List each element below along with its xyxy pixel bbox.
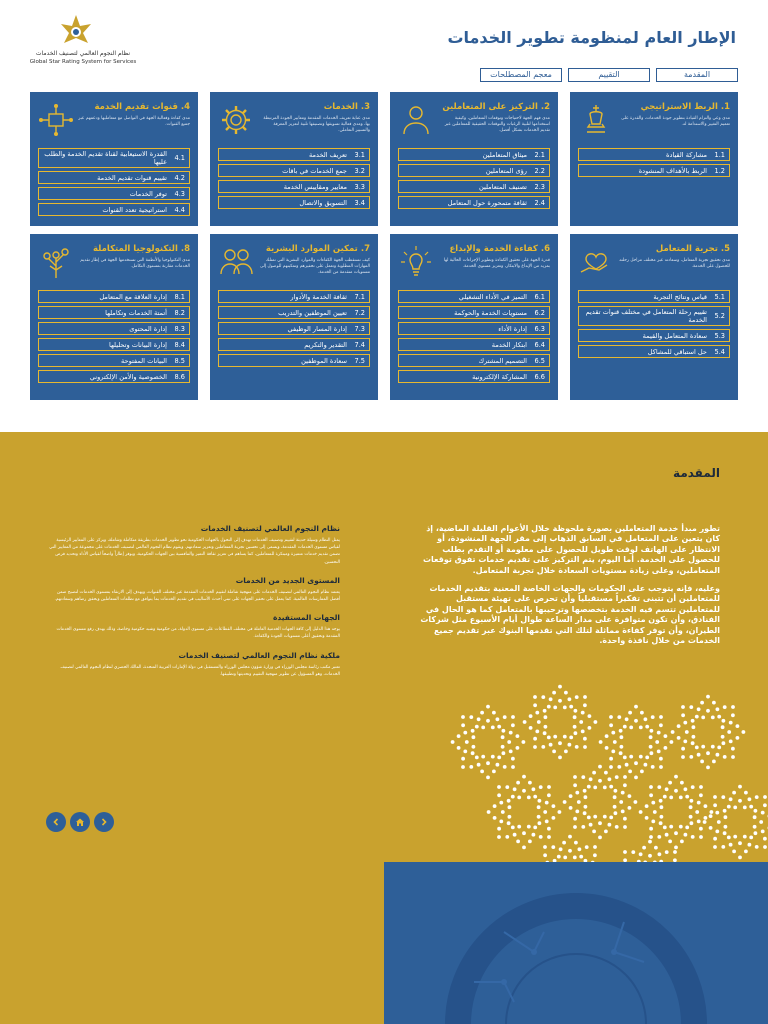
- criteria-item[interactable]: [218, 164, 370, 177]
- criteria-item[interactable]: [38, 322, 190, 335]
- card-header: [38, 242, 190, 284]
- criteria-number: 4.2: [174, 173, 185, 182]
- criteria-label: مستويات الخدمة والحوكمة: [454, 308, 527, 317]
- criteria-item[interactable]: [398, 322, 550, 335]
- tech-tree-icon: [38, 244, 74, 280]
- header: [0, 0, 768, 92]
- criteria-item[interactable]: [38, 290, 190, 303]
- criteria-label: جمع الخدمات في باقات: [282, 166, 347, 175]
- card-title: 7. تمكين الموارد البشرية: [265, 244, 370, 254]
- intro-title: المقدمة: [673, 466, 720, 480]
- criteria-number: 8.1: [174, 292, 185, 301]
- card-header: [38, 100, 190, 142]
- section-title: نظام النجوم العالمي لتصنيف الخدمات: [200, 524, 340, 533]
- card-description: قدرة الجهة على تحقيق الكفاءة وتطوير الإجراءات الحالية لها بمزيد من الإبداع والابتكار، وتعزيز مستوى الخدمة.: [443, 258, 550, 269]
- criteria-item[interactable]: [398, 370, 550, 383]
- section-text: تعتبر مكتب رئاسة مجلس الوزراء في وزارة شؤون مجلس الوزراء والمستقبل في دولة الإمارات العربية المتحدة، المالك الحصري لنظام النجوم العالمي لتصنيف الخدمات، وهو المسؤول عن تطوير منهجية التقييم وتحديثها وتطبيقها.: [60, 664, 340, 677]
- criteria-item[interactable]: [218, 322, 370, 335]
- criteria-item[interactable]: [218, 290, 370, 303]
- card-item-list: [398, 290, 550, 383]
- section-title: الجهات المستفيدة: [272, 613, 340, 623]
- criteria-label: رؤى المتعاملين: [485, 166, 527, 175]
- criteria-label: إدارة المحتوى: [129, 324, 167, 333]
- logo-text-english: Global Star Rating System for Services: [29, 59, 137, 65]
- framework-card: [210, 92, 378, 226]
- page-navigation: [46, 812, 114, 832]
- criteria-number: 5.4: [714, 347, 725, 356]
- criteria-number: 4.4: [174, 205, 185, 214]
- criteria-number: 3.4: [354, 198, 365, 207]
- framework-card: [570, 92, 738, 226]
- criteria-number: 7.4: [354, 340, 365, 349]
- criteria-label: سعادة الموظفين: [301, 356, 347, 365]
- criteria-item[interactable]: [398, 354, 550, 367]
- criteria-number: 5.3: [714, 331, 725, 340]
- criteria-label: القدرة الاستيعابية لقناة تقديم الخدمة والطلب عليها: [44, 150, 167, 166]
- card-header: [398, 242, 550, 284]
- card-item-list: [398, 148, 550, 209]
- criteria-label: حل استباقي للمشاكل: [647, 347, 707, 356]
- criteria-item[interactable]: [38, 306, 190, 319]
- card-item-list: [38, 148, 190, 216]
- criteria-item[interactable]: [218, 148, 370, 161]
- home-icon: [75, 817, 85, 827]
- framework-card: [570, 234, 738, 400]
- card-title: 5. تجربة المتعامل: [655, 244, 730, 254]
- section-text: يعتمد نظام النجوم العالمي لتصنيف الخدمات على منهجية شاملة لتقييم الخدمات المقدمة عبر مختلف القنوات، ويهدف إلى الارتقاء بمستوى الخدمات لتصبح ضمن أفضل الممارسات العالمية. كما يعمل على تحفيز الجهات على تبني أحدث الأساليب في تقديم الخدمات بما يتوافق مع تطلعات المتعاملين ويحقق رضاهم وسعادتهم.: [54, 589, 340, 603]
- framework-card: [210, 234, 378, 400]
- criteria-item[interactable]: [398, 196, 550, 209]
- criteria-item[interactable]: [38, 171, 190, 184]
- card-title: 4. قنوات تقديم الخدمة: [94, 102, 190, 112]
- card-item-list: [578, 290, 730, 358]
- criteria-label: تقييم رحلة المتعامل في مختلف قنوات تقديم الخدمة: [585, 308, 707, 324]
- card-description: مدى كفاءة وفعالية الجهة في التواصل مع متعامليها ودعمهم عبر جميع القنوات.: [78, 116, 190, 127]
- chevron-left-icon: [51, 817, 61, 827]
- criteria-item[interactable]: [218, 338, 370, 351]
- section-title: المستوى الجديد من الخدمات: [235, 575, 340, 585]
- criteria-number: 2.4: [534, 198, 545, 207]
- criteria-number: 8.4: [174, 340, 185, 349]
- criteria-label: تصنيف المتعاملين: [478, 182, 527, 191]
- criteria-number: 2.1: [534, 150, 545, 159]
- criteria-label: التميز في الأداء التشغيلي: [458, 292, 527, 301]
- criteria-number: 6.2: [534, 308, 545, 317]
- lightbulb-icon: [398, 244, 434, 280]
- criteria-item[interactable]: [38, 338, 190, 351]
- card-description: كيف تستقطب الجهة الكفاءات والموارد البشرية التي تمتلك المهارات المطلوبة وتعمل على تحفيزهم وتمكينهم للوصول إلى مستويات متقدمة من الخدمة.: [260, 258, 370, 275]
- tab-bar: [480, 68, 738, 82]
- criteria-label: إدارة الأداء: [498, 324, 527, 333]
- criteria-number: 6.3: [534, 324, 545, 333]
- heart-hand-icon: [578, 244, 614, 280]
- card-description: مدى تحقيق تجربة المتعامل، وسعادته عبر مختلف مراحل رحلته للحصول على الخدمة.: [619, 258, 730, 269]
- criteria-item[interactable]: [38, 203, 190, 216]
- criteria-label: استراتيجية تعدد القنوات: [102, 205, 167, 214]
- criteria-item[interactable]: [398, 148, 550, 161]
- criteria-item[interactable]: [398, 180, 550, 193]
- criteria-label: توفر الخدمات: [129, 189, 167, 198]
- criteria-number: 8.3: [174, 324, 185, 333]
- card-title: 6. كفاءة الخدمة والإبداع: [449, 244, 550, 254]
- criteria-label: الخصوصية والأمن الإلكتروني: [89, 372, 167, 381]
- card-header: [578, 242, 730, 284]
- criteria-item[interactable]: [398, 290, 550, 303]
- logo-text-arabic: نظام النجوم العالمي لتصنيف الخدمات: [35, 50, 131, 57]
- criteria-number: 8.5: [174, 356, 185, 365]
- card-header: [398, 100, 550, 142]
- criteria-item[interactable]: [398, 306, 550, 319]
- criteria-label: إدارة العلاقة مع المتعامل: [99, 292, 167, 301]
- criteria-number: 2.3: [534, 182, 545, 191]
- criteria-item[interactable]: [398, 338, 550, 351]
- criteria-label: أتمتة الخدمات وتكاملها: [105, 308, 167, 317]
- gear-icon: [218, 102, 254, 138]
- section-text: يمثل النظام وسيلة حديثة لتقييم وتصنيف الخدمات تهدف إلى التحول بالجهات الحكومية نحو تطوير الخدمات بطريقة متكاملة وشاملة، ويركز على المعايير الرئيسية لقياس مستوى الخدمات المقدمة، ويسعى إلى تحسين تجربة المتعاملين وتعزيز سعادتهم. ويقوم نظام النجوم العالمي لتصنيف الخدمات على مجموعة من المعايير التي تضمن تقديم خدمات متميزة ومبتكرة للمتعاملين، كما يساهم في تعزيز ثقافة التميز والتنافسية بين الجهات الحكومية، ويوفر إطاراً واضحاً لقياس الأداء وتحديد فرص التحسين.: [49, 538, 340, 565]
- people-icon: [218, 244, 254, 280]
- criteria-label: قياس ونتائج التجربة: [653, 292, 707, 301]
- network-icon: [38, 102, 74, 138]
- criteria-label: إدارة المسار الوظيفي: [287, 324, 347, 333]
- criteria-item[interactable]: [578, 164, 730, 177]
- card-title: 1. الربط الاستراتيجي: [640, 102, 730, 112]
- criteria-label: ابتكار الخدمة: [491, 340, 527, 349]
- page-title: الإطار العام لمنظومة تطوير الخدمات: [447, 28, 736, 47]
- criteria-number: 1.1: [714, 150, 725, 159]
- card-header: [578, 100, 730, 142]
- criteria-label: إدارة البيانات وتحليلها: [109, 340, 167, 349]
- criteria-number: 1.2: [714, 166, 725, 175]
- criteria-label: مشاركة القيادة: [666, 150, 707, 159]
- card-title: 2. التركيز على المتعاملين: [442, 102, 550, 112]
- decorative-block: [384, 862, 768, 1024]
- criteria-number: 5.1: [714, 292, 725, 301]
- next-button[interactable]: [94, 812, 114, 832]
- criteria-number: 4.3: [174, 189, 185, 198]
- criteria-item[interactable]: [218, 354, 370, 367]
- criteria-label: البيانات المفتوحة: [121, 356, 167, 365]
- card-item-list: [38, 290, 190, 383]
- criteria-label: تعيين الموظفين والتدريب: [278, 308, 347, 317]
- criteria-number: 3.1: [354, 150, 365, 159]
- card-description: مدى فهم الجهة لاحتياجات وتوقعات المتعاملين، وكيفية استخدامها لتلبية الرغبات والتوقعات الحقيقية للمتعاملين عبر تقديم الخدمات بشكل أفضل.: [444, 116, 550, 133]
- criteria-item[interactable]: [218, 196, 370, 209]
- criteria-number: 4.1: [174, 154, 185, 162]
- criteria-number: 8.6: [174, 372, 185, 381]
- card-header: [218, 100, 370, 142]
- card-item-list: [578, 148, 730, 177]
- criteria-item[interactable]: [578, 290, 730, 303]
- criteria-label: سعادة المتعامل والقيمة: [642, 331, 707, 340]
- card-description: مدى عناية تعريف الخدمات المقدمة ومعايير الجودة المرتبطة بها، ومدى فعالية تسويقها وتصنيفها تلبية لتعزيز المعرفة والتسيير التعاملي.: [263, 116, 370, 133]
- criteria-number: 3.3: [354, 182, 365, 191]
- criteria-number: 5.2: [714, 312, 725, 320]
- circuit-ring-decoration: [384, 862, 768, 1024]
- previous-button[interactable]: [46, 812, 66, 832]
- section-text: يوجه هذا الدليل إلى كافة الجهات الخدمية العاملة في مختلف القطاعات على مستوى الدولة، من حكومية وشبه حكومية وخاصة، وذلك بهدف رفع مستوى الخدمات المقدمة وتحقيق أعلى مستويات الجودة والكفاءة.: [56, 627, 340, 640]
- criteria-number: 7.3: [354, 324, 365, 333]
- tab-introduction[interactable]: المقدمة: [656, 68, 738, 82]
- home-button[interactable]: [70, 812, 90, 832]
- criteria-label: ثقافة الخدمة والأدوار: [290, 292, 347, 301]
- card-title: 8. التكنولوجيا المتكاملة: [93, 244, 190, 254]
- criteria-label: الربط بالأهداف المنشودة: [638, 166, 707, 175]
- criteria-item[interactable]: [218, 180, 370, 193]
- card-item-list: [218, 148, 370, 209]
- criteria-item[interactable]: [38, 354, 190, 367]
- person-icon: [398, 102, 434, 138]
- criteria-label: تعريف الخدمة: [308, 150, 347, 159]
- intro-paragraph: وعليه، فإنه يتوجب على الحكومات والجهات الخاصة المعنية بتقديم الخدمات للمتعاملين أن تتبنى تفكيراً مستقبلياً وأن تحرص على تهيئة مستقبل للمتعاملين تتسم فيه الخدمة بتخصصها وترحيبها بالمتعامل كما هو الحال في الفنادق، وأن تكون متوافرة على مدار الساعة طوال أيام الأسبوع مثل شركات الطيران، وأن توفر كفاءة مماثلة لتلك التي تقدمها البنوك عبر تقديم جميع الخدمات من خلال نافذة واحدة.: [420, 584, 720, 646]
- criteria-label: المشاركة الإلكترونية: [472, 372, 527, 381]
- card-description: مدى وعي والتزام القيادة بتطوير جودة الخدمات، والقدرة على تعميم التغيير والاستدامة له.: [621, 116, 730, 127]
- criteria-number: 6.5: [534, 356, 545, 365]
- section-title: ملكية نظام النجوم العالمي لتصنيف الخدمات: [178, 650, 340, 660]
- card-title: 3. الخدمات: [323, 102, 370, 112]
- criteria-number: 2.2: [534, 166, 545, 175]
- card-description: مدى التكنولوجيا والأنظمة التي تستخدمها الجهة في إطار تقديم الخدمات مقارنة بمستوى التكامل.: [80, 258, 190, 269]
- chess-king-icon: [578, 102, 614, 138]
- criteria-item[interactable]: [578, 306, 730, 326]
- card-item-list: [218, 290, 370, 367]
- criteria-number: 7.2: [354, 308, 365, 317]
- criteria-number: 3.2: [354, 166, 365, 175]
- criteria-number: 6.4: [534, 340, 545, 349]
- framework-card: [30, 234, 198, 400]
- framework-card: [390, 234, 558, 400]
- card-header: [218, 242, 370, 284]
- criteria-number: 7.5: [354, 356, 365, 365]
- criteria-number: 8.2: [174, 308, 185, 317]
- star-logo-icon: [58, 14, 94, 50]
- criteria-item[interactable]: [38, 370, 190, 383]
- intro-paragraph: تطور مبدأ خدمة المتعاملين بصورة ملحوظة خلال الأعوام القليلة الماضية، إذ كان يتعين على المتعامل في السابق الذهاب إلى مقر الجهة المنشودة، أو الانتظار على الهاتف لوقت طويل للحصول على معلومة أو التقدم بطلب للحصول على الخدمة. أما اليوم، يتم التركيز على تقديم خدمات تفوق توقعات المتعاملين، وعلى زيادة مستويات السعادة خلال تجربة المتعامل.: [423, 524, 720, 575]
- framework-grid: [30, 92, 738, 408]
- criteria-item[interactable]: [578, 148, 730, 161]
- intro-body: [418, 524, 720, 654]
- criteria-label: التصميم المشترك: [478, 356, 527, 365]
- criteria-label: ثقافة متمحورة حول المتعامل: [447, 198, 527, 207]
- framework-card: [30, 92, 198, 226]
- criteria-number: 6.1: [534, 292, 545, 301]
- criteria-item[interactable]: [578, 345, 730, 358]
- criteria-label: تقييم قنوات تقديم الخدمة: [97, 173, 167, 182]
- criteria-label: التسويق والاتصال: [299, 198, 347, 207]
- chevron-right-icon: [99, 817, 109, 827]
- criteria-number: 6.6: [534, 372, 545, 381]
- star-pattern-decoration: [440, 682, 768, 882]
- framework-card: [390, 92, 558, 226]
- intro-section: [0, 432, 768, 1024]
- tab-evaluation[interactable]: التقييم: [568, 68, 650, 82]
- info-column: [48, 524, 340, 688]
- criteria-item[interactable]: [38, 187, 190, 200]
- criteria-item[interactable]: [38, 148, 190, 168]
- criteria-label: معايير ومقاييس الخدمة: [283, 182, 347, 191]
- criteria-item[interactable]: [578, 329, 730, 342]
- criteria-number: 7.1: [354, 292, 365, 301]
- criteria-item[interactable]: [218, 306, 370, 319]
- logo: [28, 14, 138, 70]
- criteria-label: ميثاق المتعاملين: [482, 150, 527, 159]
- tab-glossary[interactable]: معجم المصطلحات: [480, 68, 562, 82]
- criteria-item[interactable]: [398, 164, 550, 177]
- criteria-label: التقدير والتكريم: [304, 340, 347, 349]
